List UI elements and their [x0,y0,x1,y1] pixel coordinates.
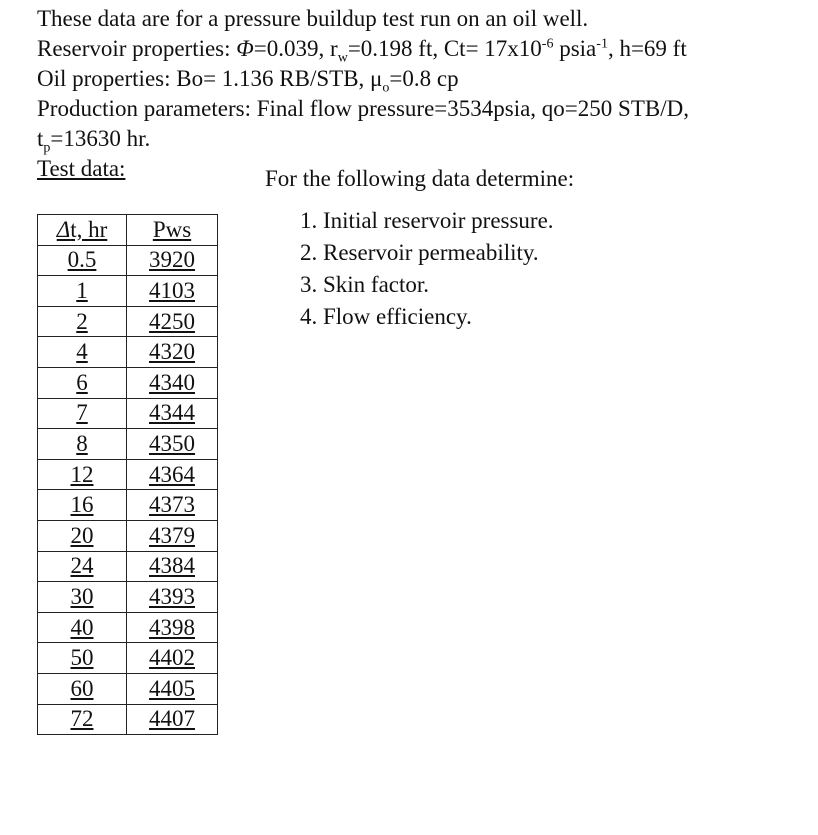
porosity-value: =0.039, r [253,36,338,61]
table-row [38,582,218,613]
thickness-value: , h=69 ft [607,36,687,61]
table-row [38,398,218,429]
delta-t-cell: 6 [38,367,127,398]
pws-cell: 4373 [127,490,218,521]
task-block [265,163,574,333]
table-row [38,551,218,582]
table-row [38,490,218,521]
delta-t-cell: 0.5 [38,245,127,276]
delta-symbol: Δ [56,216,71,242]
pws-header: Pws [127,215,218,246]
delta-t-cell: 7 [38,398,127,429]
pws-cell: 4250 [127,306,218,337]
delta-t-cell: 2 [38,306,127,337]
table-row [38,520,218,551]
table-row [38,673,218,704]
porosity-symbol: Φ [236,36,254,61]
delta-t-cell: 50 [38,643,127,674]
wellbore-radius-subscript: w [337,50,348,66]
pws-cell: 4384 [127,551,218,582]
task-item: 3. Skin factor. [323,269,574,301]
delta-t-cell: 30 [38,582,127,613]
compressibility-unit-exponent: -1 [596,36,608,52]
pws-cell: 4340 [127,367,218,398]
table-row [38,245,218,276]
pws-cell: 4393 [127,582,218,613]
delta-t-cell: 72 [38,704,127,735]
delta-t-cell: 40 [38,612,127,643]
table-row [38,459,218,490]
table-row [38,276,218,307]
viscosity-value: =0.8 cp [389,66,459,91]
table-row [38,704,218,735]
pws-cell: 4344 [127,398,218,429]
oil-properties-label: Oil properties: Bo= 1.136 RB/STB, μ [37,66,383,91]
oil-properties-line [37,64,807,94]
task-item: 2. Reservoir permeability. [323,237,574,269]
table-row [38,367,218,398]
task-heading: For the following data determine: [265,166,575,191]
pws-cell: 4405 [127,673,218,704]
production-time-line [37,124,807,154]
delta-t-cell: 24 [38,551,127,582]
delta-t-label: t, hr [70,216,108,242]
delta-t-header [38,215,127,246]
task-item: 4. Flow efficiency. [323,301,574,333]
pws-cell: 3920 [127,245,218,276]
pws-cell: 4320 [127,337,218,368]
pws-cell: 4364 [127,459,218,490]
problem-statement [37,4,807,154]
production-parameters-line [37,94,807,124]
reservoir-properties-line [37,34,807,64]
intro-line: These data are for a pressure buildup test run on an oil well. [37,6,589,31]
delta-t-cell: 8 [38,429,127,460]
table-row [38,612,218,643]
delta-t-cell: 60 [38,673,127,704]
table-row [38,429,218,460]
table-header-row [38,215,218,246]
viscosity-subscript: o [382,80,390,96]
compressibility-exponent: -6 [541,36,554,52]
delta-t-cell: 16 [38,490,127,521]
task-item: 1. Initial reservoir pressure. [323,205,574,237]
production-parameters-text: Production parameters: Final flow pressure=3534psia, qo=250 STB/D, [37,96,689,121]
delta-t-cell: 1 [38,276,127,307]
wellbore-radius-value: =0.198 ft, Ct= 17x10 [347,36,542,61]
test-data-table [37,214,218,735]
task-list [265,205,574,333]
pws-cell: 4398 [127,612,218,643]
production-time-subscript: p [43,140,51,156]
production-time-prefix: t [37,126,44,151]
table-row [38,306,218,337]
pws-cell: 4407 [127,704,218,735]
pws-cell: 4402 [127,643,218,674]
compressibility-unit: psia [553,36,597,61]
production-time-value: =13630 hr. [50,126,151,151]
delta-t-cell: 12 [38,459,127,490]
delta-t-cell: 4 [38,337,127,368]
reservoir-properties-label: Reservoir properties: [37,36,237,61]
pws-cell: 4379 [127,520,218,551]
pws-cell: 4103 [127,276,218,307]
table-row [38,643,218,674]
delta-t-cell: 20 [38,520,127,551]
table-row [38,337,218,368]
test-data-label: Test data: [37,156,126,181]
pws-cell: 4350 [127,429,218,460]
